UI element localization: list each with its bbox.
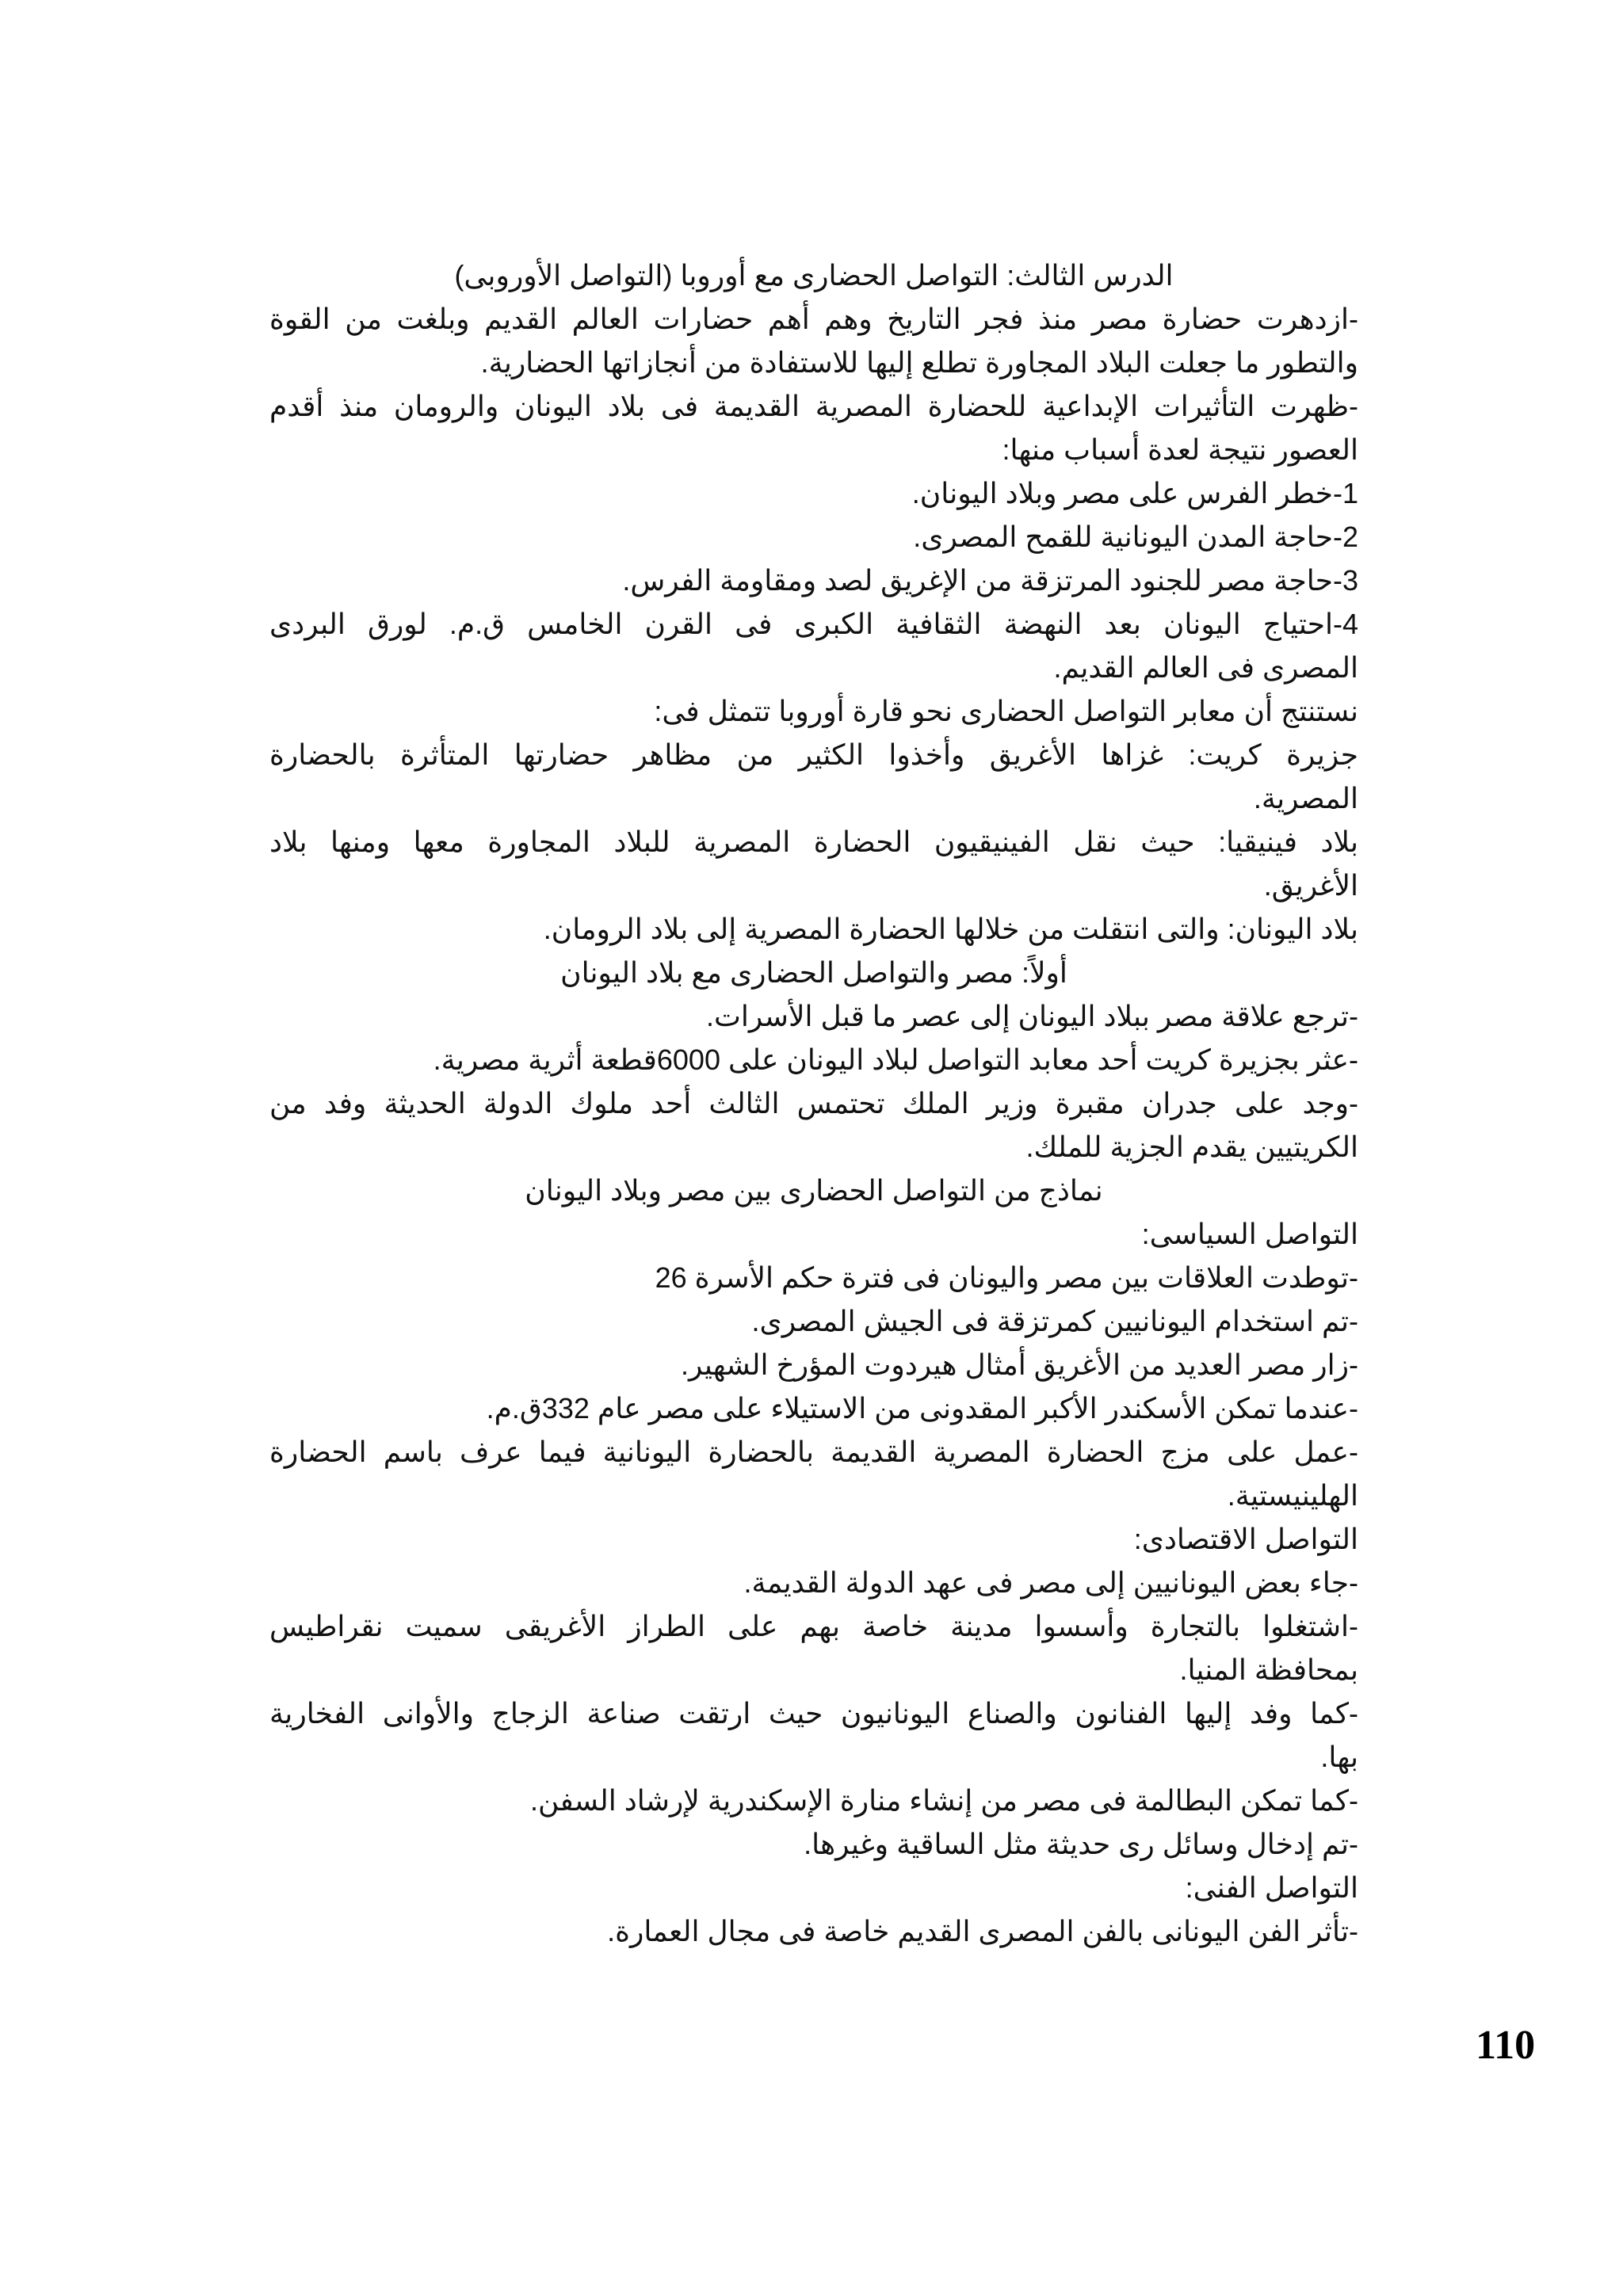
section-heading: نماذج من التواصل الحضارى بين مصر وبلاد اليونان — [525, 1174, 1103, 1207]
document-body — [269, 254, 1358, 1953]
text-line: -ازدهرت حضارة مصر منذ فجر التاريخ وهم أهم حضارات العالم القديم وبلغت من القوة — [269, 303, 1359, 335]
text-line: -عندما تمكن الأسكندر الأكبر المقدونى من الاستيلاء على مصر عام 332ق.م. — [486, 1392, 1358, 1425]
section-heading: أولاً: مصر والتواصل الحضارى مع بلاد اليونان — [560, 956, 1067, 989]
text-line: والتطور ما جعلت البلاد المجاورة تطلع إليها للاستفادة من أنجازاتها الحضارية. — [480, 346, 1358, 379]
text-line: جزيرة كريت: غزاها الأغريق وأخذوا الكثير من مظاهر حضارتها المتأثرة بالحضارة — [269, 738, 1358, 771]
list-item: 1-خطر الفرس على مصر وبلاد اليونان. — [911, 477, 1358, 509]
text-line: بلاد اليونان: والتى انتقلت من خلالها الحضارة المصرية إلى بلاد الرومان. — [543, 913, 1358, 945]
text-line: -عمل على مزج الحضارة المصرية القديمة بالحضارة اليونانية فيما عرف باسم الحضارة — [269, 1436, 1358, 1468]
subsection-heading: التواصل السياسى: — [1141, 1218, 1358, 1250]
text-line: -تأثر الفن اليونانى بالفن المصرى القديم خاصة فى مجال العمارة. — [607, 1915, 1358, 1947]
text-line: بلاد فينيقيا: حيث نقل الفينيقيون الحضارة المصرية للبلاد المجاورة معها ومنها بلاد — [269, 826, 1358, 858]
text-line: -اشتغلوا بالتجارة وأسسوا مدينة خاصة بهم على الطراز الأغريقى سميت نقراطيس — [269, 1610, 1358, 1642]
list-item: 4-احتياج اليونان بعد النهضة الثقافية الكبرى فى القرن الخامس ق.م. لورق البردى — [269, 608, 1358, 640]
text-line: المصرى فى العالم القديم. — [1053, 651, 1358, 684]
lesson-title: الدرس الثالث: التواصل الحضارى مع أوروبا (التواصل الأوروبى) — [454, 259, 1174, 292]
text-line: -تم استخدام اليونانيين كمرتزقة فى الجيش المصرى. — [751, 1305, 1358, 1337]
text-line: -عثر بجزيرة كريت أحد معابد التواصل لبلاد اليونان على 6000قطعة أثرية مصرية. — [433, 1043, 1358, 1076]
text-line: -كما وفد إليها الفنانون والصناع اليونانيون حيث ارتقت صناعة الزجاج والأوانى الفخارية — [269, 1697, 1358, 1730]
text-line: بها. — [1320, 1741, 1358, 1773]
text-line: -جاء بعض اليونانيين إلى مصر فى عهد الدولة القديمة. — [743, 1566, 1358, 1599]
text-line: -زار مصر العديد من الأغريق أمثال هيردوت المؤرخ الشهير. — [681, 1348, 1358, 1381]
text-line: -ترجع علاقة مصر ببلاد اليونان إلى عصر ما قبل الأسرات. — [706, 1000, 1358, 1032]
text-line: -ظهرت التأثيرات الإبداعية للحضارة المصرية القديمة فى بلاد اليونان والرومان منذ أقدم — [269, 390, 1358, 422]
text-line: -تم إدخال وسائل رى حديثة مثل الساقية وغيرها. — [804, 1828, 1358, 1860]
text-line: -توطدت العلاقات بين مصر واليونان فى فترة حكم الأسرة 26 — [655, 1261, 1358, 1294]
text-line: الكريتيين يقدم الجزية للملك. — [1025, 1131, 1358, 1163]
text-line: -وجد على جدران مقبرة وزير الملك تحتمس الثالث أحد ملوك الدولة الحديثة وفد من — [269, 1087, 1359, 1119]
text-line: بمحافظة المنيا. — [1179, 1653, 1358, 1686]
subsection-heading: التواصل الاقتصادى: — [1133, 1523, 1358, 1555]
list-item: 2-حاجة المدن اليونانية للقمح المصرى. — [913, 521, 1358, 553]
text-line: الهلينيستية. — [1227, 1479, 1358, 1512]
text-line: نستنتج أن معابر التواصل الحضارى نحو قارة أوروبا تتمثل فى: — [654, 695, 1358, 727]
list-item: 3-حاجة مصر للجنود المرتزقة من الإغريق لصد ومقاومة الفرس. — [622, 564, 1358, 597]
subsection-heading: التواصل الفنى: — [1185, 1871, 1358, 1904]
text-line: العصور نتيجة لعدة أسباب منها: — [1002, 433, 1358, 466]
text-line: -كما تمكن البطالمة فى مصر من إنشاء منارة الإسكندرية لإرشاد السفن. — [530, 1784, 1358, 1817]
page-number: 110 — [1476, 2023, 1536, 2068]
text-line: المصرية. — [1253, 782, 1358, 814]
text-line: الأغريق. — [1263, 869, 1358, 902]
